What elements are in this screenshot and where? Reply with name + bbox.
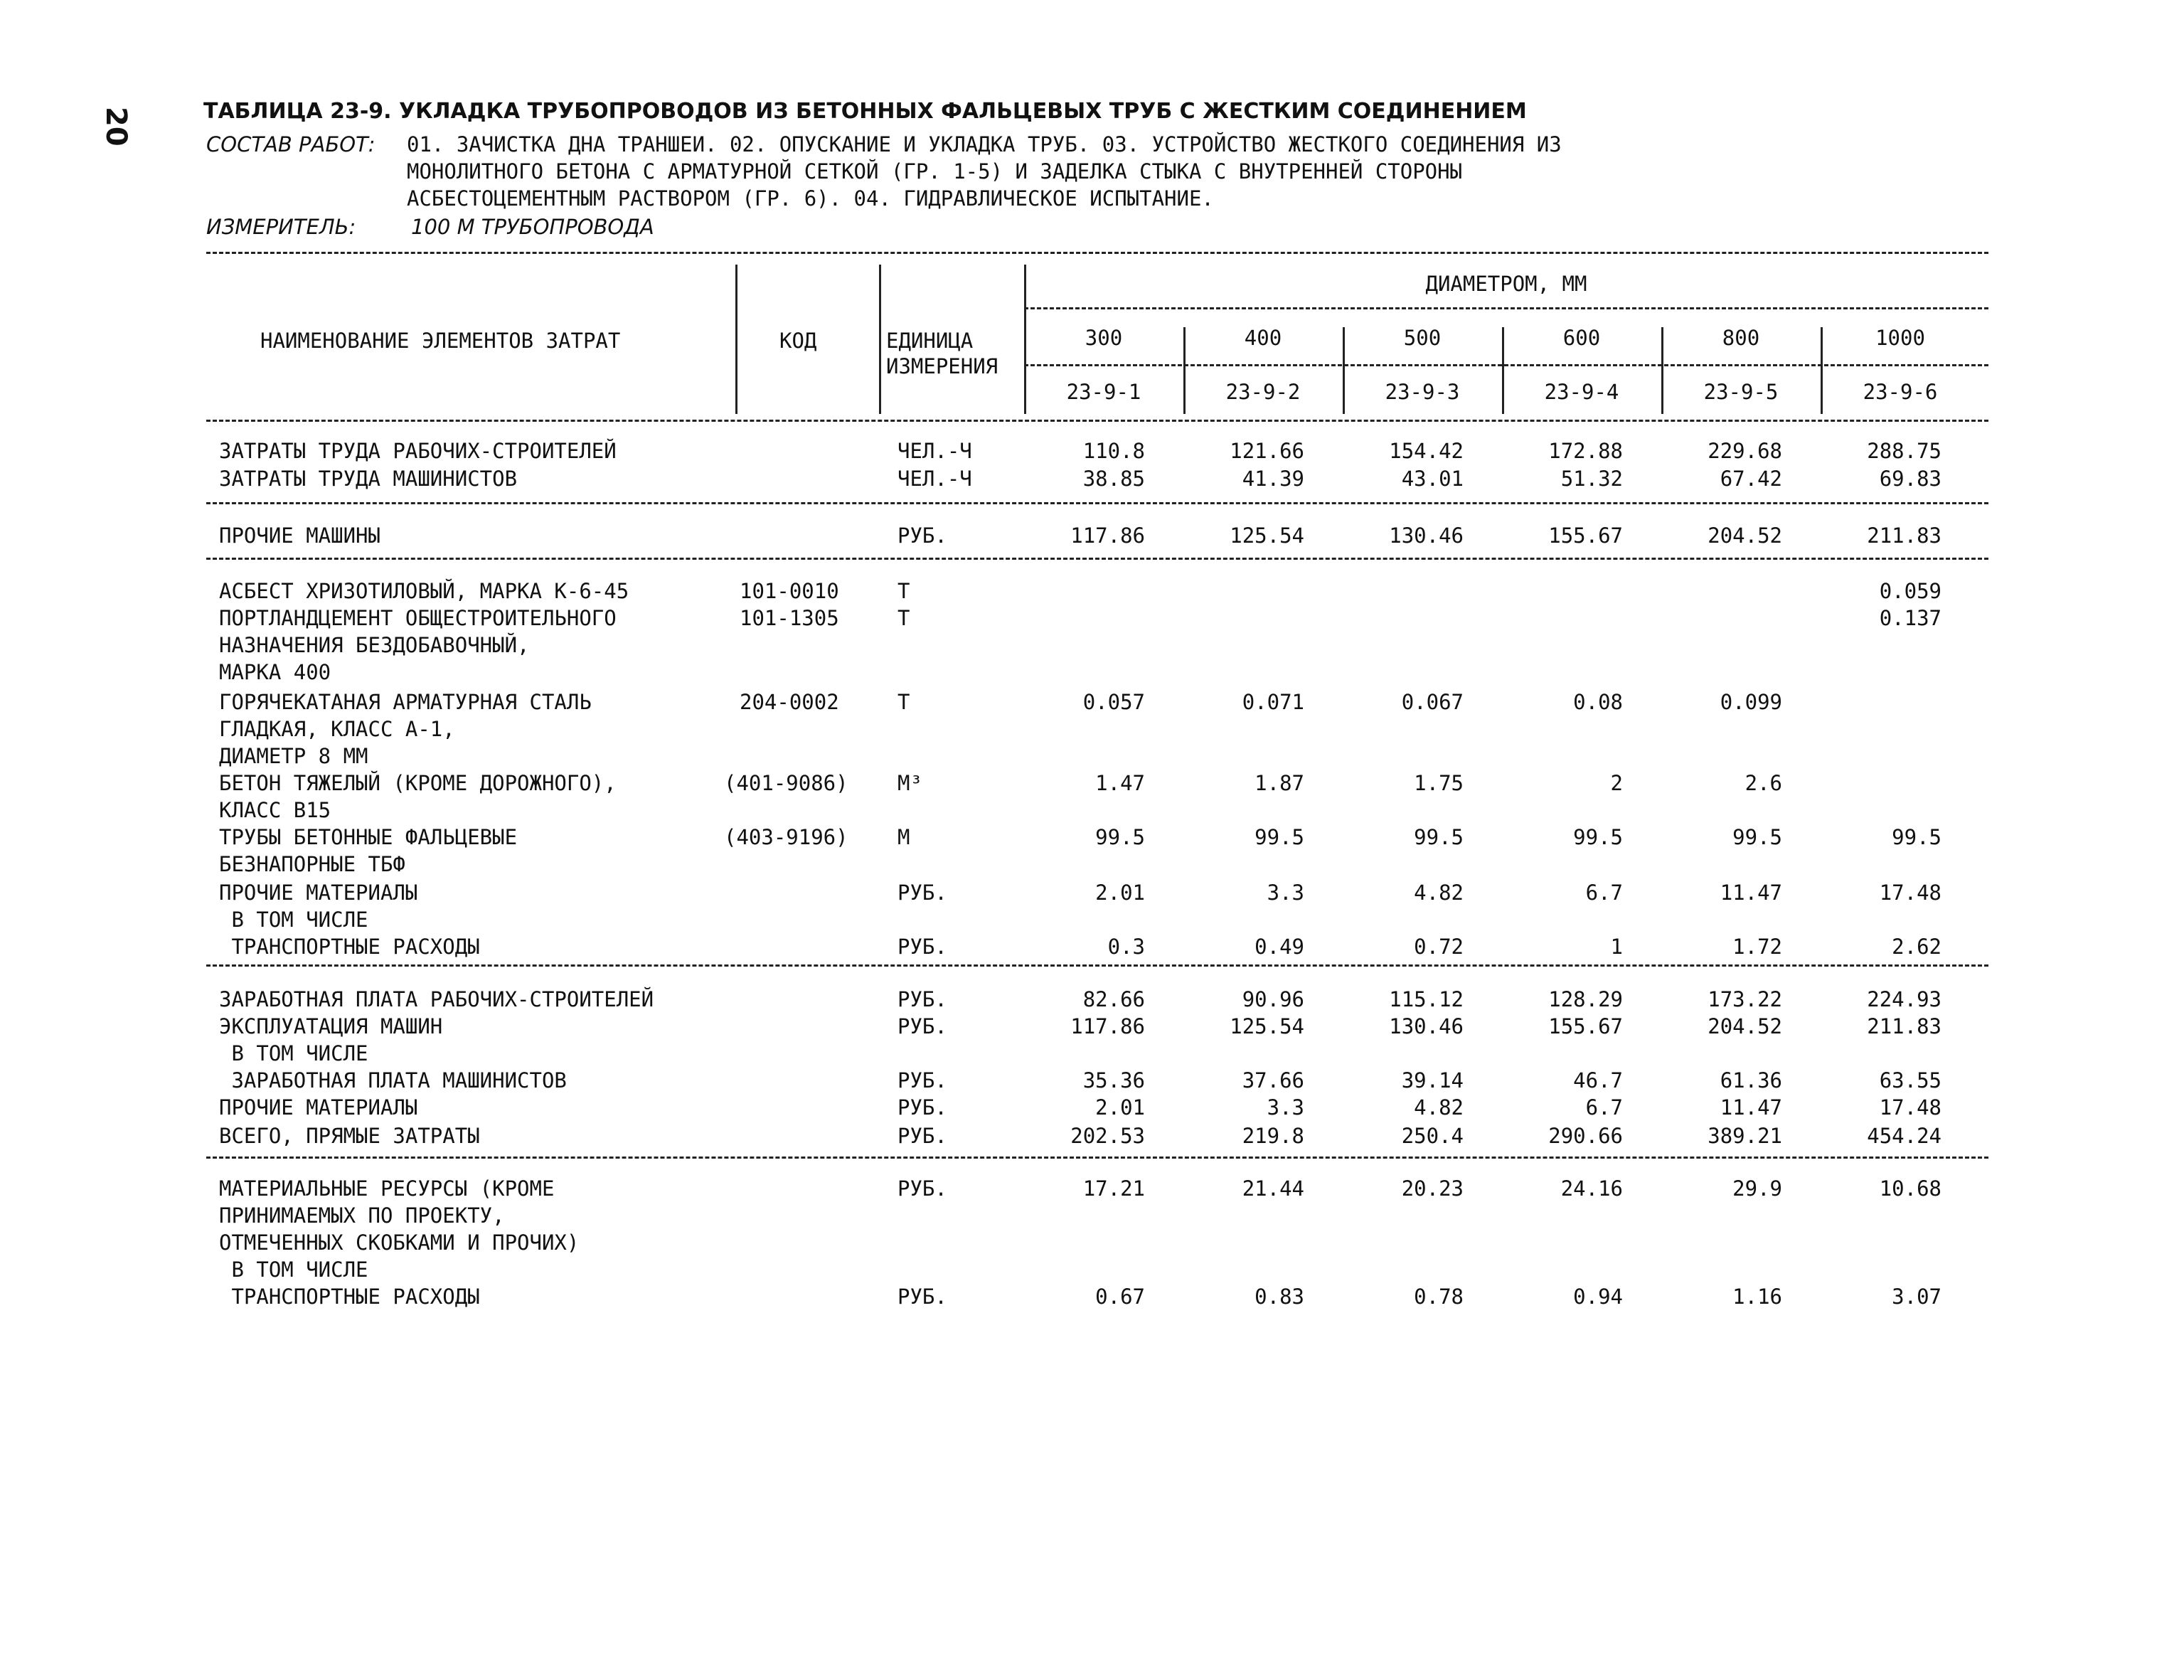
row-value: 2.01: [1095, 1095, 1145, 1120]
work-line-3: АСБЕСТОЦЕМЕНТНЫМ РАСТВОРОМ (ГР. 6). 04. ГИДРАВЛИЧЕСКОЕ ИСПЫТАНИЕ.: [407, 186, 1214, 211]
table-title: ТАБЛИЦА 23-9. УКЛАДКА ТРУБОПРОВОДОВ ИЗ БЕТОННЫХ ФАЛЬЦЕВЫХ ТРУБ С ЖЕСТКИМ СОЕДИНЕНИЕМ: [203, 99, 1527, 124]
header-code-0: 23-9-1: [1066, 380, 1141, 404]
row-value: 1.87: [1255, 771, 1304, 795]
row-unit: РУБ.: [897, 1095, 947, 1120]
row-value: 17.48: [1879, 1095, 1941, 1120]
rule-top: [206, 252, 1988, 254]
row-value: 154.42: [1389, 439, 1464, 463]
row-name: ЗАТРАТЫ ТРУДА МАШИНИСТОВ: [219, 467, 518, 491]
row-value: 2.6: [1744, 771, 1782, 795]
row-name: В ТОМ ЧИСЛЕ: [219, 1258, 368, 1282]
row-name: БЕЗНАПОРНЫЕ ТБФ: [219, 852, 405, 876]
row-name: ДИАМЕТР 8 ММ: [219, 744, 368, 768]
row-unit: РУБ.: [897, 1014, 947, 1038]
header-code-3: 23-9-4: [1544, 380, 1619, 404]
row-unit: РУБ.: [897, 1176, 947, 1201]
row-value: 173.22: [1708, 987, 1782, 1011]
row-unit: Т: [897, 606, 910, 630]
row-unit: ЧЕЛ.-Ч: [897, 467, 972, 491]
row-value: 0.059: [1879, 579, 1941, 603]
row-value: 288.75: [1867, 439, 1941, 463]
row-code: 101-0010: [740, 579, 839, 603]
row-value: 454.24: [1867, 1124, 1941, 1148]
row-value: 0.78: [1414, 1285, 1464, 1309]
row-name: НАЗНАЧЕНИЯ БЕЗДОБАВОЧНЫЙ,: [219, 633, 530, 657]
row-value: 224.93: [1867, 987, 1941, 1011]
row-name: ЭКСПЛУАТАЦИЯ МАШИН: [219, 1014, 443, 1038]
row-name: БЕТОН ТЯЖЕЛЫЙ (КРОМЕ ДОРОЖНОГО),: [219, 771, 617, 795]
row-value: 0.099: [1720, 690, 1782, 714]
row-name: МАТЕРИАЛЬНЫЕ РЕСУРСЫ (КРОМЕ: [219, 1176, 555, 1201]
row-value: 125.54: [1230, 523, 1304, 548]
row-value: 4.82: [1414, 881, 1464, 905]
row-name: В ТОМ ЧИСЛЕ: [219, 1041, 368, 1065]
header-code-5: 23-9-6: [1863, 380, 1938, 404]
row-value: 250.4: [1401, 1124, 1464, 1148]
header-diameter-1: 400: [1244, 326, 1282, 350]
row-value: 17.48: [1879, 881, 1941, 905]
row-name: ТРАНСПОРТНЫЕ РАСХОДЫ: [219, 935, 480, 959]
row-value: 63.55: [1879, 1068, 1941, 1092]
row-value: 1: [1610, 935, 1623, 959]
row-value: 99.5: [1732, 825, 1782, 849]
row-unit: РУБ.: [897, 1124, 947, 1148]
row-value: 290.66: [1548, 1124, 1623, 1148]
header-diameter-5: 1000: [1875, 326, 1925, 350]
row-value: 2.62: [1892, 935, 1941, 959]
row-name: ЗАТРАТЫ ТРУДА РАБОЧИХ-СТРОИТЕЛЕЙ: [219, 439, 617, 463]
row-value: 204.52: [1708, 523, 1782, 548]
row-value: 211.83: [1867, 523, 1941, 548]
row-value: 125.54: [1230, 1014, 1304, 1038]
row-value: 69.83: [1879, 467, 1941, 491]
rule-codes: [1024, 364, 1988, 366]
row-value: 17.21: [1082, 1176, 1145, 1201]
row-value: 99.5: [1095, 825, 1145, 849]
row-value: 11.47: [1720, 881, 1782, 905]
row-value: 202.53: [1070, 1124, 1145, 1148]
row-value: 2: [1610, 771, 1623, 795]
row-value: 115.12: [1389, 987, 1464, 1011]
row-value: 389.21: [1708, 1124, 1782, 1148]
row-name: АСБЕСТ ХРИЗОТИЛОВЫЙ, МАРКА К-6-45: [219, 579, 629, 603]
row-unit: М³: [897, 771, 922, 795]
row-value: 29.9: [1732, 1176, 1782, 1201]
row-value: 0.49: [1255, 935, 1304, 959]
row-value: 172.88: [1548, 439, 1623, 463]
rule-sec3: [206, 964, 1988, 967]
row-name: ГЛАДКАЯ, КЛАСС А-1,: [219, 717, 455, 741]
header-diameter-4: 800: [1722, 326, 1760, 350]
row-value: 43.01: [1401, 467, 1464, 491]
row-unit: ЧЕЛ.-Ч: [897, 439, 972, 463]
row-name: ОТМЕЧЕННЫХ СКОБКАМИ И ПРОЧИХ): [219, 1230, 580, 1255]
row-value: 35.36: [1082, 1068, 1145, 1092]
row-unit: Т: [897, 690, 910, 714]
header-code-1: 23-9-2: [1225, 380, 1301, 404]
row-value: 130.46: [1389, 1014, 1464, 1038]
row-value: 155.67: [1548, 1014, 1623, 1038]
row-value: 0.67: [1095, 1285, 1145, 1309]
row-code: (403-9196): [724, 825, 848, 849]
row-value: 155.67: [1548, 523, 1623, 548]
row-unit: РУБ.: [897, 1068, 947, 1092]
row-value: 0.071: [1242, 690, 1304, 714]
row-value: 0.3: [1107, 935, 1145, 959]
row-name: ЗАРАБОТНАЯ ПЛАТА РАБОЧИХ-СТРОИТЕЛЕЙ: [219, 987, 654, 1011]
row-value: 0.137: [1879, 606, 1941, 630]
page-number: 20: [100, 107, 132, 147]
header-diameter-3: 600: [1562, 326, 1601, 350]
row-value: 38.85: [1082, 467, 1145, 491]
row-name: ПОРТЛАНДЦЕМЕНТ ОБЩЕСТРОИТЕЛЬНОГО: [219, 606, 617, 630]
row-value: 6.7: [1585, 1095, 1623, 1120]
row-value: 99.5: [1255, 825, 1304, 849]
row-value: 82.66: [1082, 987, 1145, 1011]
row-value: 99.5: [1892, 825, 1941, 849]
row-value: 11.47: [1720, 1095, 1782, 1120]
row-value: 117.86: [1070, 523, 1145, 548]
row-code: 101-1305: [740, 606, 839, 630]
row-value: 67.42: [1720, 467, 1782, 491]
header-diameter-0: 300: [1085, 326, 1123, 350]
row-unit: РУБ.: [897, 935, 947, 959]
row-name: ПРОЧИЕ МАТЕРИАЛЫ: [219, 1095, 418, 1120]
row-unit: РУБ.: [897, 1285, 947, 1309]
row-unit: М: [897, 825, 910, 849]
header-code-2: 23-9-3: [1385, 380, 1460, 404]
header-diameter: ДИАМЕТРОМ, ММ: [1425, 272, 1587, 296]
header-name: НАИМЕНОВАНИЕ ЭЛЕМЕНТОВ ЗАТРАТ: [260, 329, 621, 353]
vbar-code: [879, 265, 881, 414]
row-name: ВСЕГО, ПРЯМЫЕ ЗАТРАТЫ: [219, 1124, 480, 1148]
row-unit: РУБ.: [897, 523, 947, 548]
row-value: 3.3: [1267, 1095, 1304, 1120]
row-name: ПРОЧИЕ МАШИНЫ: [219, 523, 380, 548]
row-code: 204-0002: [740, 690, 839, 714]
row-unit: Т: [897, 579, 910, 603]
row-value: 20.23: [1401, 1176, 1464, 1201]
measure-value: 100 М ТРУБОПРОВОДА: [411, 215, 654, 239]
row-value: 128.29: [1548, 987, 1623, 1011]
work-label: СОСТАВ РАБОТ:: [206, 132, 375, 156]
row-value: 1.75: [1414, 771, 1464, 795]
row-name: ПРОЧИЕ МАТЕРИАЛЫ: [219, 881, 418, 905]
row-name: КЛАСС В15: [219, 798, 331, 822]
row-value: 130.46: [1389, 523, 1464, 548]
row-value: 41.39: [1242, 467, 1304, 491]
work-line-2: МОНОЛИТНОГО БЕТОНА С АРМАТУРНОЙ СЕТКОЙ (ГР. 1-5) И ЗАДЕЛКА СТЫКА С ВНУТРЕННЕЙ СТОРОНЫ: [407, 159, 1463, 184]
row-value: 3.07: [1892, 1285, 1941, 1309]
row-value: 21.44: [1242, 1176, 1304, 1201]
row-unit: РУБ.: [897, 881, 947, 905]
rule-sec4: [206, 1157, 1988, 1159]
rule-sec2: [206, 558, 1988, 560]
row-value: 1.16: [1732, 1285, 1782, 1309]
rule-diam: [1024, 307, 1988, 309]
row-name: ТРАНСПОРТНЫЕ РАСХОДЫ: [219, 1285, 480, 1309]
row-value: 6.7: [1585, 881, 1623, 905]
row-value: 99.5: [1573, 825, 1623, 849]
row-name: МАРКА 400: [219, 660, 331, 684]
row-name: ПРИНИМАЕМЫХ ПО ПРОЕКТУ,: [219, 1203, 505, 1228]
header-unit-1: ЕДИНИЦА: [886, 329, 974, 353]
rule-header-bottom: [206, 420, 1988, 422]
row-value: 46.7: [1573, 1068, 1623, 1092]
row-value: 24.16: [1560, 1176, 1623, 1201]
row-code: (401-9086): [724, 771, 848, 795]
row-value: 0.83: [1255, 1285, 1304, 1309]
row-value: 229.68: [1708, 439, 1782, 463]
vbar-name: [735, 265, 737, 414]
row-value: 1.72: [1732, 935, 1782, 959]
row-value: 51.32: [1560, 467, 1623, 491]
row-name: В ТОМ ЧИСЛЕ: [219, 908, 368, 932]
header-code: КОД: [779, 329, 817, 353]
row-value: 37.66: [1242, 1068, 1304, 1092]
row-value: 121.66: [1230, 439, 1304, 463]
row-unit: РУБ.: [897, 987, 947, 1011]
header-code-4: 23-9-5: [1703, 380, 1779, 404]
row-value: 3.3: [1267, 881, 1304, 905]
header-unit-2: ИЗМЕРЕНИЯ: [886, 354, 998, 378]
row-value: 219.8: [1242, 1124, 1304, 1148]
header-diameter-2: 500: [1403, 326, 1442, 350]
row-value: 4.82: [1414, 1095, 1464, 1120]
row-value: 99.5: [1414, 825, 1464, 849]
row-value: 0.057: [1082, 690, 1145, 714]
row-value: 90.96: [1242, 987, 1304, 1011]
row-value: 0.08: [1573, 690, 1623, 714]
row-name: ЗАРАБОТНАЯ ПЛАТА МАШИНИСТОВ: [219, 1068, 567, 1092]
row-value: 110.8: [1082, 439, 1145, 463]
row-value: 204.52: [1708, 1014, 1782, 1038]
measure-label: ИЗМЕРИТЕЛЬ:: [206, 215, 356, 239]
row-value: 10.68: [1879, 1176, 1941, 1201]
row-name: ГОРЯЧЕКАТАНАЯ АРМАТУРНАЯ СТАЛЬ: [219, 690, 592, 714]
row-value: 2.01: [1095, 881, 1145, 905]
row-value: 61.36: [1720, 1068, 1782, 1092]
row-value: 117.86: [1070, 1014, 1145, 1038]
row-value: 39.14: [1401, 1068, 1464, 1092]
row-value: 211.83: [1867, 1014, 1941, 1038]
row-value: 1.47: [1095, 771, 1145, 795]
row-name: ТРУБЫ БЕТОННЫЕ ФАЛЬЦЕВЫЕ: [219, 825, 518, 849]
row-value: 0.94: [1573, 1285, 1623, 1309]
work-line-1: 01. ЗАЧИСТКА ДНА ТРАНШЕИ. 02. ОПУСКАНИЕ И УКЛАДКА ТРУБ. 03. УСТРОЙСТВО ЖЕСТКОГО СОЕДИНЕНИЯ ИЗ: [407, 132, 1562, 156]
row-value: 0.72: [1414, 935, 1464, 959]
row-value: 0.067: [1401, 690, 1464, 714]
rule-sec1: [206, 502, 1988, 504]
